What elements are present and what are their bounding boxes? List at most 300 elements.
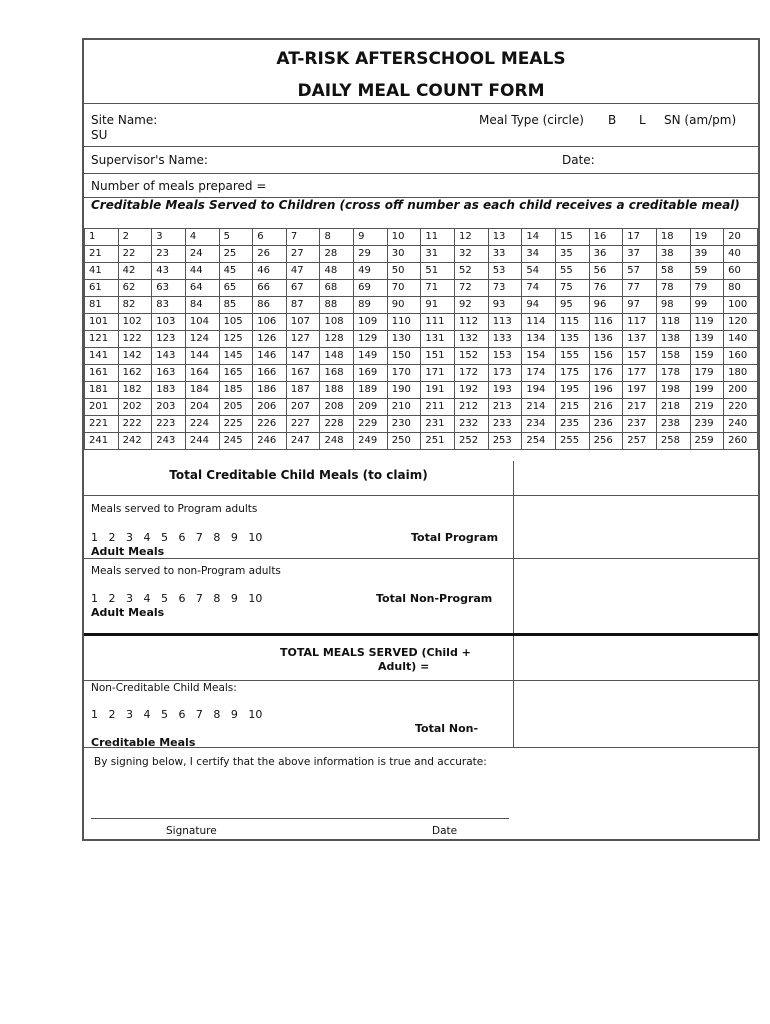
meal-number-cell[interactable]: 180: [724, 365, 758, 382]
creditable-meal-grid: [84, 228, 758, 450]
meal-number-cell[interactable]: 188: [320, 382, 354, 399]
supervisor-name-label: Supervisor's Name:: [91, 153, 208, 167]
meal-number-cell[interactable]: 1: [85, 229, 119, 246]
meal-number-cell[interactable]: 64: [185, 280, 219, 297]
meal-number-cell[interactable]: 120: [724, 314, 758, 331]
meal-number-cell[interactable]: 169: [354, 365, 388, 382]
meal-number-cell[interactable]: 251: [421, 433, 455, 450]
meal-number-cell[interactable]: 53: [488, 263, 522, 280]
meal-number-cell[interactable]: 116: [589, 314, 623, 331]
meal-number-cell[interactable]: 258: [656, 433, 690, 450]
meal-number-cell[interactable]: 49: [354, 263, 388, 280]
meal-number-cell[interactable]: 259: [690, 433, 724, 450]
meal-number-cell[interactable]: 5: [219, 229, 253, 246]
meal-number-cell[interactable]: 255: [555, 433, 589, 450]
total-meals-served-line1: TOTAL MEALS SERVED (Child +: [280, 646, 471, 659]
meal-number-cell[interactable]: 228: [320, 416, 354, 433]
meal-number-cell[interactable]: 250: [387, 433, 421, 450]
meal-number-cell[interactable]: 143: [152, 348, 186, 365]
meal-number-cell[interactable]: 243: [152, 433, 186, 450]
meal-number-cell[interactable]: 91: [421, 297, 455, 314]
meal-number-cell[interactable]: 242: [118, 433, 152, 450]
meal-number-cell[interactable]: 41: [85, 263, 119, 280]
grid-row: [85, 365, 758, 382]
meal-number-cell[interactable]: 12: [455, 229, 489, 246]
meal-number-cell[interactable]: 82: [118, 297, 152, 314]
meal-number-cell[interactable]: 162: [118, 365, 152, 382]
meal-number-cell[interactable]: 20: [724, 229, 758, 246]
meal-number-cell[interactable]: 151: [421, 348, 455, 365]
meal-number-cell[interactable]: 203: [152, 399, 186, 416]
meals-prepared-label: Number of meals prepared =: [91, 179, 267, 193]
meal-number-cell[interactable]: 239: [690, 416, 724, 433]
meal-number-cell[interactable]: 103: [152, 314, 186, 331]
meal-type-l[interactable]: L: [639, 113, 646, 127]
meal-type-su[interactable]: SU: [91, 128, 108, 142]
meal-number-cell[interactable]: 212: [455, 399, 489, 416]
meal-number-cell[interactable]: 24: [185, 246, 219, 263]
meal-number-cell[interactable]: 115: [555, 314, 589, 331]
meal-number-cell[interactable]: 62: [118, 280, 152, 297]
meal-number-cell[interactable]: 113: [488, 314, 522, 331]
meal-number-cell[interactable]: 117: [623, 314, 657, 331]
meal-number-cell[interactable]: 65: [219, 280, 253, 297]
meal-number-cell[interactable]: 112: [455, 314, 489, 331]
meal-number-cell[interactable]: 142: [118, 348, 152, 365]
meal-number-cell[interactable]: 200: [724, 382, 758, 399]
meal-number-cell[interactable]: 48: [320, 263, 354, 280]
meal-number-cell[interactable]: 159: [690, 348, 724, 365]
meal-number-cell[interactable]: 213: [488, 399, 522, 416]
meal-number-cell[interactable]: 179: [690, 365, 724, 382]
meal-number-cell[interactable]: 114: [522, 314, 556, 331]
meal-number-cell[interactable]: 74: [522, 280, 556, 297]
meal-number-cell[interactable]: 90: [387, 297, 421, 314]
meal-number-cell[interactable]: 215: [555, 399, 589, 416]
meal-number-cell[interactable]: 184: [185, 382, 219, 399]
meal-number-cell[interactable]: 25: [219, 246, 253, 263]
meal-number-cell[interactable]: 137: [623, 331, 657, 348]
meal-number-cell[interactable]: 152: [455, 348, 489, 365]
meal-number-cell[interactable]: 199: [690, 382, 724, 399]
meal-number-cell[interactable]: 256: [589, 433, 623, 450]
meal-number-cell[interactable]: 218: [656, 399, 690, 416]
meal-number-cell[interactable]: 4: [185, 229, 219, 246]
meal-number-cell[interactable]: 45: [219, 263, 253, 280]
meal-number-cell[interactable]: 211: [421, 399, 455, 416]
non-program-adults-label: Meals served to non-Program adults: [91, 565, 281, 577]
signature-date-label: Date: [432, 825, 458, 837]
meal-number-cell[interactable]: 214: [522, 399, 556, 416]
meal-number-cell[interactable]: 32: [455, 246, 489, 263]
meal-number-cell[interactable]: 42: [118, 263, 152, 280]
meal-number-cell[interactable]: 108: [320, 314, 354, 331]
meal-number-cell[interactable]: 17: [623, 229, 657, 246]
meal-number-cell[interactable]: 118: [656, 314, 690, 331]
meal-number-cell[interactable]: 101: [85, 314, 119, 331]
meal-number-cell[interactable]: 227: [286, 416, 320, 433]
meal-number-cell[interactable]: 3: [152, 229, 186, 246]
meal-number-cell[interactable]: 183: [152, 382, 186, 399]
meal-number-cell[interactable]: 160: [724, 348, 758, 365]
meal-number-cell[interactable]: 89: [354, 297, 388, 314]
grid-row: [85, 246, 758, 263]
meal-number-cell[interactable]: 260: [724, 433, 758, 450]
meal-number-cell[interactable]: 220: [724, 399, 758, 416]
meal-number-cell[interactable]: 104: [185, 314, 219, 331]
meal-number-cell[interactable]: 223: [152, 416, 186, 433]
meal-number-cell[interactable]: 59: [690, 263, 724, 280]
meal-number-cell[interactable]: 18: [656, 229, 690, 246]
meal-number-cell[interactable]: 158: [656, 348, 690, 365]
meal-number-cell[interactable]: 52: [455, 263, 489, 280]
meal-number-cell[interactable]: 191: [421, 382, 455, 399]
meal-number-cell[interactable]: 146: [253, 348, 287, 365]
meal-number-cell[interactable]: 195: [555, 382, 589, 399]
meal-number-cell[interactable]: 163: [152, 365, 186, 382]
site-name-label: Site Name:: [91, 113, 158, 127]
meal-count-form: [82, 38, 760, 841]
meal-number-cell[interactable]: 233: [488, 416, 522, 433]
meal-number-cell[interactable]: 147: [286, 348, 320, 365]
meal-number-cell[interactable]: 95: [555, 297, 589, 314]
meal-number-cell[interactable]: 129: [354, 331, 388, 348]
total-non-program-label: Total Non-Program: [376, 592, 493, 605]
meal-number-cell[interactable]: 178: [656, 365, 690, 382]
meal-number-cell[interactable]: 19: [690, 229, 724, 246]
meal-number-cell[interactable]: 125: [219, 331, 253, 348]
grid-row: [85, 348, 758, 365]
meal-number-cell[interactable]: 161: [85, 365, 119, 382]
meal-number-cell[interactable]: 134: [522, 331, 556, 348]
grid-row: [85, 314, 758, 331]
meal-number-cell[interactable]: 58: [656, 263, 690, 280]
total-meals-served-line2: Adult) =: [378, 660, 430, 673]
meal-number-cell[interactable]: 257: [623, 433, 657, 450]
meal-number-cell[interactable]: 13: [488, 229, 522, 246]
meal-number-cell[interactable]: 187: [286, 382, 320, 399]
meal-number-cell[interactable]: 216: [589, 399, 623, 416]
meal-number-cell[interactable]: 141: [85, 348, 119, 365]
meal-number-cell[interactable]: 231: [421, 416, 455, 433]
meal-number-cell[interactable]: 240: [724, 416, 758, 433]
form-title-line2: DAILY MEAL COUNT FORM: [297, 81, 545, 101]
meal-number-cell[interactable]: 127: [286, 331, 320, 348]
grid-row: [85, 263, 758, 280]
meal-number-cell[interactable]: 44: [185, 263, 219, 280]
meal-number-cell[interactable]: 37: [623, 246, 657, 263]
meal-type-label: Meal Type (circle): [479, 113, 584, 127]
non-creditable-label: Non-Creditable Child Meals:: [91, 682, 237, 694]
meal-number-cell[interactable]: 21: [85, 246, 119, 263]
meal-number-cell[interactable]: 165: [219, 365, 253, 382]
meal-number-cell[interactable]: 253: [488, 433, 522, 450]
program-adult-meals-label: Adult Meals: [91, 545, 165, 558]
meal-number-cell[interactable]: 226: [253, 416, 287, 433]
meal-number-cell[interactable]: 190: [387, 382, 421, 399]
meal-number-cell[interactable]: 81: [85, 297, 119, 314]
meal-number-cell[interactable]: 16: [589, 229, 623, 246]
meal-number-cell[interactable]: 79: [690, 280, 724, 297]
meal-number-cell[interactable]: 186: [253, 382, 287, 399]
meal-number-cell[interactable]: 236: [589, 416, 623, 433]
meal-number-cell[interactable]: 96: [589, 297, 623, 314]
meal-number-cell[interactable]: 155: [555, 348, 589, 365]
meal-number-cell[interactable]: 126: [253, 331, 287, 348]
meal-number-cell[interactable]: 181: [85, 382, 119, 399]
meal-number-cell[interactable]: 225: [219, 416, 253, 433]
meal-number-cell[interactable]: 168: [320, 365, 354, 382]
meal-number-cell[interactable]: 102: [118, 314, 152, 331]
meal-number-cell[interactable]: 7: [286, 229, 320, 246]
meal-number-cell[interactable]: 166: [253, 365, 287, 382]
meal-number-cell[interactable]: 230: [387, 416, 421, 433]
meal-number-cell[interactable]: 249: [354, 433, 388, 450]
meal-number-cell[interactable]: 6: [253, 229, 287, 246]
meal-number-cell[interactable]: 54: [522, 263, 556, 280]
meal-number-cell[interactable]: 33: [488, 246, 522, 263]
meal-number-cell[interactable]: 111: [421, 314, 455, 331]
meal-number-cell[interactable]: 217: [623, 399, 657, 416]
meal-number-cell[interactable]: 154: [522, 348, 556, 365]
meal-number-cell[interactable]: 94: [522, 297, 556, 314]
meal-number-cell[interactable]: 98: [656, 297, 690, 314]
meal-number-cell[interactable]: 36: [589, 246, 623, 263]
meal-number-cell[interactable]: 177: [623, 365, 657, 382]
form-title-line1: AT-RISK AFTERSCHOOL MEALS: [276, 49, 566, 69]
meal-number-cell[interactable]: 97: [623, 297, 657, 314]
meal-number-cell[interactable]: 15: [555, 229, 589, 246]
meal-number-cell[interactable]: 27: [286, 246, 320, 263]
meal-number-cell[interactable]: 135: [555, 331, 589, 348]
meal-number-cell[interactable]: 198: [656, 382, 690, 399]
meal-number-cell[interactable]: 55: [555, 263, 589, 280]
meal-number-cell[interactable]: 84: [185, 297, 219, 314]
meal-number-cell[interactable]: 167: [286, 365, 320, 382]
meal-number-cell[interactable]: 72: [455, 280, 489, 297]
meal-number-cell[interactable]: 107: [286, 314, 320, 331]
meal-number-cell[interactable]: 174: [522, 365, 556, 382]
meal-number-cell[interactable]: 26: [253, 246, 287, 263]
meal-number-cell[interactable]: 232: [455, 416, 489, 433]
meal-number-cell[interactable]: 100: [724, 297, 758, 314]
meal-number-cell[interactable]: 172: [455, 365, 489, 382]
meal-number-cell[interactable]: 204: [185, 399, 219, 416]
meal-number-cell[interactable]: 254: [522, 433, 556, 450]
meal-number-cell[interactable]: 252: [455, 433, 489, 450]
meal-number-cell[interactable]: 88: [320, 297, 354, 314]
meal-number-cell[interactable]: 87: [286, 297, 320, 314]
meal-number-cell[interactable]: 170: [387, 365, 421, 382]
meal-number-cell[interactable]: 105: [219, 314, 253, 331]
meal-number-cell[interactable]: 238: [656, 416, 690, 433]
meal-type-sn[interactable]: SN (am/pm): [664, 113, 737, 127]
grid-row: [85, 229, 758, 246]
meal-number-cell[interactable]: 247: [286, 433, 320, 450]
meal-number-cell[interactable]: 71: [421, 280, 455, 297]
meal-number-cell[interactable]: 46: [253, 263, 287, 280]
meal-number-cell[interactable]: 22: [118, 246, 152, 263]
meal-number-cell[interactable]: 57: [623, 263, 657, 280]
meal-number-cell[interactable]: 222: [118, 416, 152, 433]
meal-number-cell[interactable]: 136: [589, 331, 623, 348]
grid-row: [85, 399, 758, 416]
date-label: Date:: [562, 153, 595, 167]
total-program-label: Total Program: [411, 531, 499, 544]
creditable-meals-label: Creditable Meals: [91, 736, 196, 749]
meal-number-cell[interactable]: 11: [421, 229, 455, 246]
meal-number-cell[interactable]: 83: [152, 297, 186, 314]
meal-number-cell[interactable]: 110: [387, 314, 421, 331]
meal-number-cell[interactable]: 237: [623, 416, 657, 433]
meal-number-cell[interactable]: 80: [724, 280, 758, 297]
meal-number-cell[interactable]: 106: [253, 314, 287, 331]
meal-number-cell[interactable]: 207: [286, 399, 320, 416]
meal-number-cell[interactable]: 122: [118, 331, 152, 348]
meal-number-cell[interactable]: 139: [690, 331, 724, 348]
meal-number-cell[interactable]: 209: [354, 399, 388, 416]
meal-number-cell[interactable]: 140: [724, 331, 758, 348]
meal-number-cell[interactable]: 99: [690, 297, 724, 314]
meal-number-cell[interactable]: 60: [724, 263, 758, 280]
meal-number-cell[interactable]: 30: [387, 246, 421, 263]
meal-number-cell[interactable]: 197: [623, 382, 657, 399]
meal-number-cell[interactable]: 157: [623, 348, 657, 365]
meal-number-cell[interactable]: 63: [152, 280, 186, 297]
meal-number-cell[interactable]: 145: [219, 348, 253, 365]
meal-number-cell[interactable]: 149: [354, 348, 388, 365]
meal-number-cell[interactable]: 246: [253, 433, 287, 450]
meal-number-cell[interactable]: 156: [589, 348, 623, 365]
meal-number-cell[interactable]: 194: [522, 382, 556, 399]
meal-number-cell[interactable]: 85: [219, 297, 253, 314]
meal-number-cell[interactable]: 202: [118, 399, 152, 416]
meal-number-cell[interactable]: 201: [85, 399, 119, 416]
meal-number-cell[interactable]: 224: [185, 416, 219, 433]
meal-number-cell[interactable]: 153: [488, 348, 522, 365]
meal-number-cell[interactable]: 78: [656, 280, 690, 297]
meal-number-cell[interactable]: 229: [354, 416, 388, 433]
meal-number-cell[interactable]: 43: [152, 263, 186, 280]
meal-number-cell[interactable]: 35: [555, 246, 589, 263]
grid-row: [85, 297, 758, 314]
meal-number-cell[interactable]: 73: [488, 280, 522, 297]
meal-number-cell[interactable]: 196: [589, 382, 623, 399]
meal-number-cell[interactable]: 210: [387, 399, 421, 416]
non-program-adult-numbers[interactable]: 1 2 3 4 5 6 7 8 9 10: [91, 592, 263, 605]
meal-number-cell[interactable]: 76: [589, 280, 623, 297]
meal-number-cell[interactable]: 8: [320, 229, 354, 246]
meal-number-cell[interactable]: 221: [85, 416, 119, 433]
meal-number-cell[interactable]: 234: [522, 416, 556, 433]
grid-row: [85, 382, 758, 399]
meal-number-cell[interactable]: 28: [320, 246, 354, 263]
meal-number-cell[interactable]: 235: [555, 416, 589, 433]
meal-number-cell[interactable]: 40: [724, 246, 758, 263]
non-creditable-numbers[interactable]: 1 2 3 4 5 6 7 8 9 10: [91, 708, 263, 721]
meal-number-cell[interactable]: 248: [320, 433, 354, 450]
meal-number-cell[interactable]: 124: [185, 331, 219, 348]
signature-line[interactable]: [91, 818, 509, 819]
meal-number-cell[interactable]: 144: [185, 348, 219, 365]
meal-number-cell[interactable]: 150: [387, 348, 421, 365]
meal-number-cell[interactable]: 70: [387, 280, 421, 297]
grid-row: [85, 416, 758, 433]
meal-number-cell[interactable]: 92: [455, 297, 489, 314]
meal-number-cell[interactable]: 93: [488, 297, 522, 314]
meal-number-cell[interactable]: 182: [118, 382, 152, 399]
meal-number-cell[interactable]: 23: [152, 246, 186, 263]
meal-number-cell[interactable]: 189: [354, 382, 388, 399]
meal-number-cell[interactable]: 138: [656, 331, 690, 348]
meal-number-cell[interactable]: 86: [253, 297, 287, 314]
meal-number-cell[interactable]: 176: [589, 365, 623, 382]
meal-number-cell[interactable]: 47: [286, 263, 320, 280]
meal-number-cell[interactable]: 131: [421, 331, 455, 348]
meal-number-cell[interactable]: 128: [320, 331, 354, 348]
meal-number-cell[interactable]: 68: [320, 280, 354, 297]
meal-number-cell[interactable]: 75: [555, 280, 589, 297]
meal-number-cell[interactable]: 29: [354, 246, 388, 263]
meal-number-cell[interactable]: 67: [286, 280, 320, 297]
meal-number-cell[interactable]: 2: [118, 229, 152, 246]
creditable-meals-heading: Creditable Meals Served to Children (cross off number as each child receives a creditable meal): [91, 198, 740, 212]
meal-number-cell[interactable]: 132: [455, 331, 489, 348]
meal-number-cell[interactable]: 208: [320, 399, 354, 416]
meal-number-cell[interactable]: 51: [421, 263, 455, 280]
meal-number-cell[interactable]: 185: [219, 382, 253, 399]
meal-number-cell[interactable]: 241: [85, 433, 119, 450]
meal-number-cell[interactable]: 245: [219, 433, 253, 450]
meal-number-cell[interactable]: 173: [488, 365, 522, 382]
meal-type-b[interactable]: B: [608, 113, 617, 127]
meal-number-cell[interactable]: 66: [253, 280, 287, 297]
meal-number-cell[interactable]: 39: [690, 246, 724, 263]
meal-number-cell[interactable]: 133: [488, 331, 522, 348]
meal-number-cell[interactable]: 61: [85, 280, 119, 297]
meal-number-cell[interactable]: 109: [354, 314, 388, 331]
meal-number-cell[interactable]: 77: [623, 280, 657, 297]
meal-number-cell[interactable]: 10: [387, 229, 421, 246]
meal-number-cell[interactable]: 244: [185, 433, 219, 450]
meal-number-cell[interactable]: 123: [152, 331, 186, 348]
meal-number-cell[interactable]: 50: [387, 263, 421, 280]
meal-number-cell[interactable]: 206: [253, 399, 287, 416]
meal-number-cell[interactable]: 56: [589, 263, 623, 280]
grid-row: [85, 280, 758, 297]
meal-number-cell[interactable]: 164: [185, 365, 219, 382]
meal-number-cell[interactable]: 205: [219, 399, 253, 416]
meal-number-cell[interactable]: 130: [387, 331, 421, 348]
meal-number-cell[interactable]: 38: [656, 246, 690, 263]
meal-number-cell[interactable]: 192: [455, 382, 489, 399]
meal-number-cell[interactable]: 193: [488, 382, 522, 399]
total-non-creditable-label: Total Non-: [415, 722, 479, 735]
meal-number-cell[interactable]: 14: [522, 229, 556, 246]
meal-number-cell[interactable]: 148: [320, 348, 354, 365]
meal-number-cell[interactable]: 69: [354, 280, 388, 297]
meal-number-cell[interactable]: 119: [690, 314, 724, 331]
meal-number-cell[interactable]: 121: [85, 331, 119, 348]
meal-number-cell[interactable]: 34: [522, 246, 556, 263]
meal-number-cell[interactable]: 175: [555, 365, 589, 382]
meal-number-cell[interactable]: 219: [690, 399, 724, 416]
program-adult-numbers[interactable]: 1 2 3 4 5 6 7 8 9 10: [91, 531, 263, 544]
meal-number-cell[interactable]: 171: [421, 365, 455, 382]
meal-number-cell[interactable]: 31: [421, 246, 455, 263]
grid-row: [85, 433, 758, 450]
meal-number-cell[interactable]: 9: [354, 229, 388, 246]
